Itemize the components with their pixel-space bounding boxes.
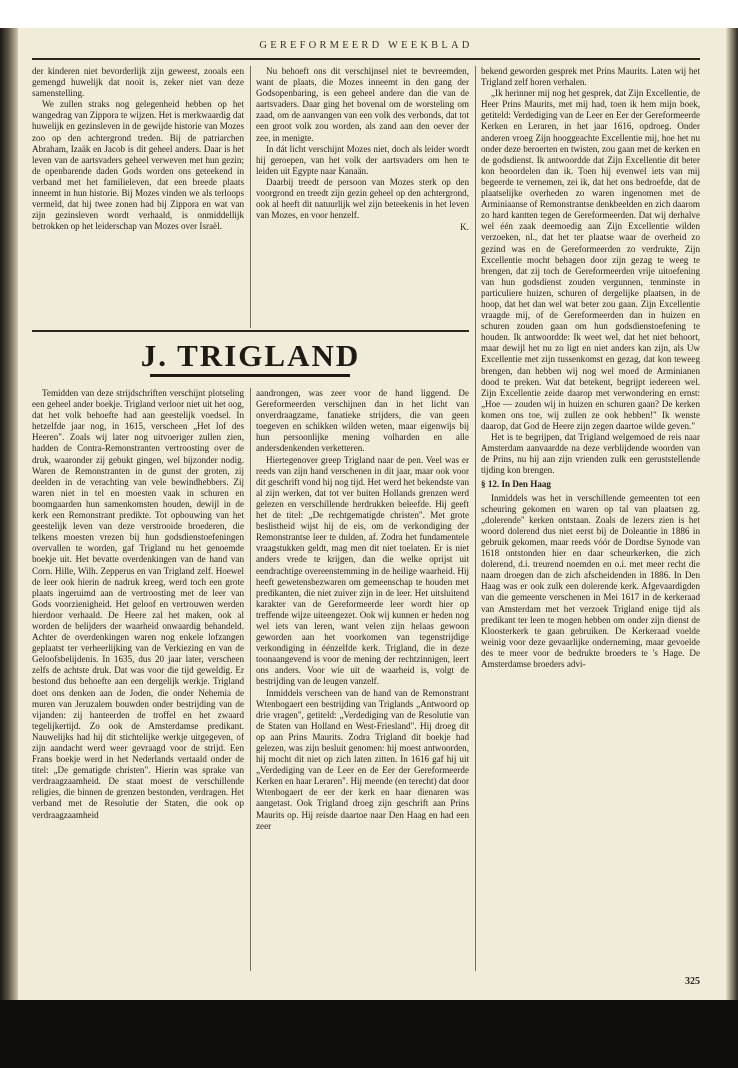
viewer-bottom-margin: [0, 1000, 738, 1068]
header-rule: [32, 58, 700, 60]
article-column-1: [32, 388, 244, 821]
column-divider: [250, 388, 251, 971]
page-edge-shadow: [726, 28, 738, 1026]
viewer-top-margin: [0, 0, 738, 28]
paragraph: Inmiddels was het in verschillende gemeenten tot een scheuring gekomen en waren op tal van plaatsen zg. „dolerende" kerken ontstaan. Zoals de lezers zien is het woord dolerend dus niet eerst bij de Doleantie in 1886 in gebruik gekomen, maar reeds vóór de Dordtse Synode van 1618 ontstonden hier en daar scheurkerken, die zich dolerend, d.i. treurend noemden en o.i. met meer recht die naam droegen dan de zich afscheidenden in 1886. In Den Haag was er ook zulk een dolerende kerk. Afgevaardigden van die gemeente verschenen in Mei 1617 in de kerkeraad van Amsterdam met het verzoek Trigland enige tijd als predikant ter leen te mogen hebben om onder zijn dienst de Kloosterkerk te gaan gebruiken. De Kerkeraad voelde weinig voor deze gevaarlijke onderneming, maar gevoelde des te meer voor de bedrukte broeders te 's Hage. De Amsterdamse broeders advi-: [481, 492, 700, 669]
running-header: GEREFORMEERD WEEKBLAD: [259, 40, 473, 51]
section-rule: [32, 330, 469, 332]
paragraph: In dát licht verschijnt Mozes niet, doch als leider wordt hij geroepen, van het volk der aartsvaders om hen te leiden uit Egypte naar Kanaän.: [256, 143, 469, 176]
paragraph: Inmiddels verscheen van de hand van de Remonstrant Wtenbogaert een bestrijding van Triglands „Antwoord op drie vragen", getiteld: „Verdediging van de Resolutie van de Staten van Holland en West-Friesland". Hij droeg dit op aan Prins Maurits. Zodra Trigland dit boekje had gelezen, was zijn besluit genomen: hij moest antwoorden, hij mocht dit niet op zich laten zitten. In 1616 gaf hij uit „Verdediging van de Leer en de Eer der Gereformeerde Kerken en haar Leraren". Hij meende (en terecht) dat door Wtenbogaert de eer der kerk en haar dienaren was aangetast. Ook Trigland droeg zijn geschrift aan Prins Maurits op. Hij reisde daartoe naar Den Haag en had een zeer: [256, 687, 469, 831]
column-divider: [250, 66, 251, 328]
article-title: J. TRIGLAND: [140, 338, 361, 373]
paragraph: Nu behoeft ons dit verschijnsel niet te bevreemden, want de plaats, die Mozes inneemt in den gang der Godsopenbaring, is een geheel andere dan die van de aartsvaders. Daar ging het bovenal om de worsteling om zaad, om de aanvangen van een volk des verbonds, dat tot een groot volk zou worden, als zand aan den oever der zee, in menigte.: [256, 66, 469, 143]
paragraph: aandrongen, was zeer voor de hand liggend. De Gereformeerden verschijnen dan in het licht van onverdraagzame, fanatieke strijders, die van geen toegeven en schikken wilden weten, maar eigenwijs bij hun persoonlijke mening volharden en alle andersdenkenden verketteren.: [256, 388, 469, 454]
previous-article-column-1: [32, 66, 244, 232]
paragraph: We zullen straks nog gelegenheid hebben op het wangedrag van Zippora te wijzen. Het is merkwaardig dat huwelijk en gezinsleven in de gewijde historie van Mozes zoo op den achtergrond treden. Bij de patriarchen Abraham, Izaäk en Jacob is dit geheel anders. Daar is het leven van de aartsvaders geheel verweven met hun gezin; de openbarende daden Gods worden ons geteekend in verband met het familieleven, dat een breede plaats inneemt in hun historie. Bij Mozes vinden we als terloops vermeld, dat hij twee zonen had bij Zippora en wat van zijn gezinsleven wordt verhaald, is onmiddellijk betrokken op het leiderschap van Mozes over Israël.: [32, 99, 244, 232]
section-heading: § 12. In Den Haag: [481, 479, 551, 490]
page-number: 325: [685, 976, 700, 987]
paragraph: bekend geworden gesprek met Prins Maurits. Laten wij het Trigland zelf horen verhalen.: [481, 66, 700, 88]
paragraph: Het is te begrijpen, dat Trigland welgemoed de reis naar Amsterdam aanvaardde na deze verblijdende woorden van de Prins, nu hij aan zijn vrienden zulk een geruststellende tijding kon brengen.: [481, 432, 700, 476]
paragraph: Daarbij treedt de persoon van Mozes sterk op den voorgrond en treedt zijn gezin geheel op den achtergrond, ook al heeft dit natuurlijk wel zijn beteekenis in het leven van Mozes, en voor henzelf.: [256, 176, 469, 221]
article-column-2: [256, 388, 469, 832]
paragraph: der kinderen niet bevorderlijk zijn geweest, zooals een gemengd huwelijk dat nooit is, zeker niet van deze samenstelling.: [32, 66, 244, 99]
column-divider: [475, 66, 476, 971]
previous-article-column-2: [256, 66, 469, 233]
title-underline: [150, 374, 350, 377]
paragraph: Hiertegenover greep Trigland naar de pen. Veel was er reeds van zijn hand verschenen in dit jaar, maar ook voor dit geschrift vond hij nog tijd. Het werd het bekendste van al zijn werken, dat tot ver buiten Hollands grenzen werd gelezen en verschillende herdrukken beleefde. Hij geeft het de titel: „De rechtgematigde christen". Met grote beslistheid wijst hij de eis, om de verkondiging der Remonstrantse leer te dulden, af. Zodra het fundamentele vraagstukken geldt, mag men dit niet toelaten. Er is niet anders vrede te krijgen, dan die welke oprijst uit eendrachtige overeenstemming in de heilige waarheid. Hij heeft gewetensbezwaren om gemeenschap te houden met predikanten, die niet zuiver zijn in de leer. Het uitsluitend karakter van de Gereformeerde leer wordt hier op treffende wijze uiteengezet. Ook wij kunnen er heden nog wel iets van leren, want velen zijn helaas gewoon geworden aan het voorkomen van tegenstrijdige verkondiging in éénzelfde kerk. Trigland, die in deze toonaangevend is voor de mening der rechtzinnigen, leert ons anders. Voor wie uit de waarheid is, volgt de bestrijding van de leugen vanzelf.: [256, 454, 469, 687]
paragraph: Temidden van deze strijdschriften verschijnt plotseling een geheel ander boekje. Trigland verloor niet uit het oog, dat het volk behoefte had aan geestelijk voedsel. In hetzelfde jaar nog, in 1615, verscheen „Het lof des Heeren". Zoals wij later nog uitvoeriger zullen zien, hadden de Contra-Remonstranten vertroosting over de druk, waaronder zij gebukt gingen, wel bijzonder nodig. Waren de Remonstranten in de gunst der groten, zij deelden in de verachting van vele bewindhebbers. Zij waren niet in tel en moesten vaak in schuren en boomgaarden hun samenkomsten houden, dewijl in de kerk een Remonstrant predikte. Tot opbouwing van het geestelijk leven van deze verstrooide broederen, die telkens moesten vrezen bij hun godsdienstoefeningen overvallen te worden, gaf Trigland nu het genoemde boekje uit. Het bevatte overdenkingen van de hand van Corn. Hille, Wilh. Zepperus en van Trigland zelf. Hoewel de leer ook hierin de nadruk kreeg, werd toch een grote plaats ingeruimd aan de vertroosting met de leer van Gods voorzienigheid. Het geloof en vertrouwen werden hierdoor verhaald. De Heere zal het maken, ook al worden de belijders der waarheid onwaardig behandeld. Achter de overdenkingen waren nog enkele lofzangen geplaatst ter verheerlijking van de Verkiezing en van de Geloofsbelijdenis. In 1635, dus 20 jaar later, verscheen zelfs de achtste druk. Dat was voor die tijd geweldig. Er bestond dus behoefte aan een dergelijk werkje. Trigland doet ons denken aan de Joden, die onder Nehemia de muren van Jeruzalem bouwden onder bestrijding van de vijanden: zij hanteerden de troffel en het zwaard tegelijkertijd. Zo ook de Amsterdamse predikant. Nauwelijks had hij dit stichtelijke werkje uitgegeven, of zijn aandacht werd weer gevraagd voor de strijd. Een Frans boekje werd in het Nederlands vertaald onder de titel: „De gematigde christen". Hierin was sprake van verdraagzaamheid. De staat moest de verschillende religies, die binnen de grenzen bestonden, verdragen. Het verband met de Resolutie der Staten, die ook op verdraagzaamheid: [32, 388, 244, 820]
book-spine-shadow: [0, 28, 18, 1026]
author-signature: K.: [460, 222, 469, 233]
paragraph: „Ik herinner mij nog het gesprek, dat Zijn Excellentie, de Heer Prins Maurits, met mij had, toen ik hem mijn boek, getiteld: Verdediging van de Leer en Eer der Gereformeerde Kerken en Leraren, in het jaar 1616, opdroeg. Onder anderen vroeg Zijn hooggeachte Excellentie mij, hoe het nu onder deze beroerten en twisten, zou gaan met de kerken en de godsdienst. Ik antwoordde dat Zijn Excellentie dit beter kon beoordelen dan ik. Toen hij evenwel iets van mij begeerde te vernemen, zei ik, dat het ons bedroefde, dat de plaatselijke overheden zo waren ingenomen met de Arminiaanse of Remonstrantse denkbeelden en zich daarom zo hard kantten tegen de Gereformeerden. Dat wij derhalve wel één zaak deemoedig aan Zijn Excellentie wilden verzoeken, nl., dat het ter plaatse waar de overheid zo gezind was en de Gereformeerden zo verdrukte, Zijn Excellentie mocht behagen door zijn gezag te weeg te brengen, dat zij toch de Gereformeerden vrije uitoefening van hun godsdienst zouden vergunnen, tenminste in particuliere huizen, schuren of dergelijke plaatsen, in de hoop, dat het dan wel wat beter zou gaan. Zijn Excellentie vraagde mij, of de Gereformeerden dan in huizen en schuren zouden gaan om hun godsdienstoefening te houden. Ik antwoordde: Ik weet wel, dat het niet behoort, maar dewijl het nu zo ligt en niet anders kan zijn, als Uw Excellentie met zijn tussenkomst en gezag, dat kon teweeg brengen, dan hebben wij nog wel moed de Arminianen dood te preken. Wat dat betekent, begrijpt iedereen wel. Zijn Excellentie zeide daarop met verwondering en ernst: „Hoe — zouden wij in huizen en schuren gaan? De kerken komen ons toe, wij zullen ze ook hebben!" Ik wenste daarop, dat God de Heere zijn zegen daartoe wilde geven.": [481, 88, 700, 431]
magazine-page: [32, 40, 700, 996]
article-column-3: [481, 66, 700, 670]
